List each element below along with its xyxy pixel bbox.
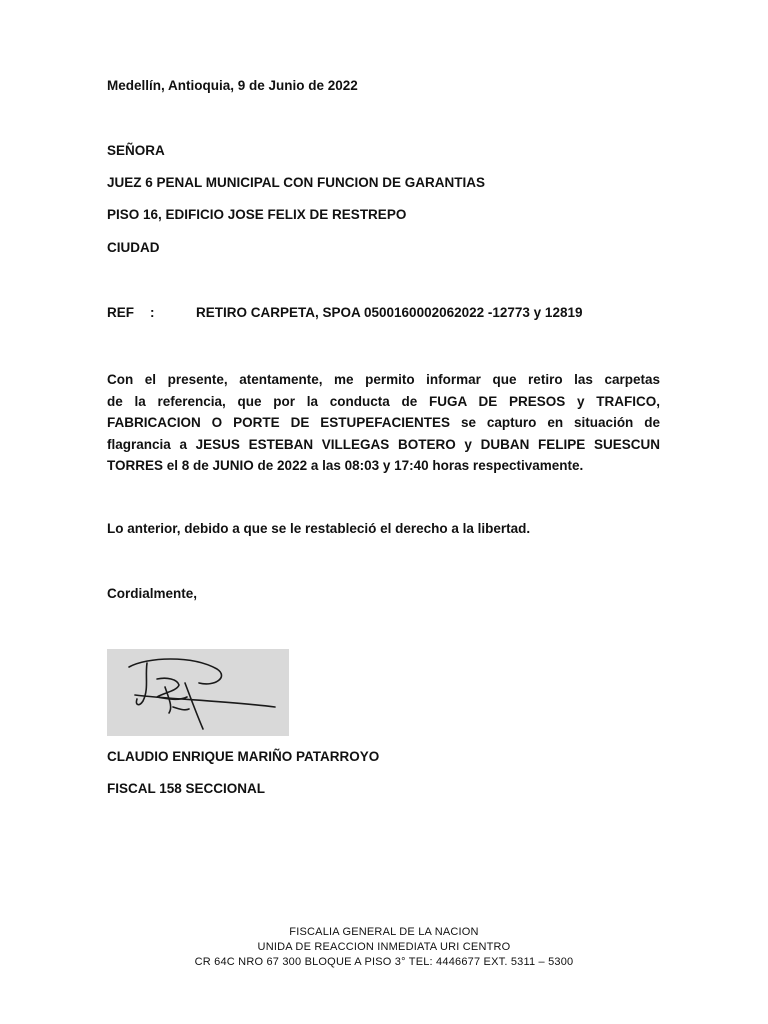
reference-label: REF [107,305,134,320]
closing: Cordialmente, [107,586,198,601]
body-line: de la referencia, que por la conducta de FUGA DE PRESOS y TRAFICO, [107,393,660,409]
reference-text: RETIRO CARPETA, SPOA 0500160002062022 -12773 y 12819 [196,305,583,320]
footer-line-3: CR 64C NRO 67 300 BLOQUE A PISO 3° TEL: 4446677 EXT. 5311 – 5300 [194,956,574,968]
signature-image [107,649,289,736]
signer-name: CLAUDIO ENRIQUE MARIÑO PATARROYO [107,749,380,764]
body-line: TORRES el 8 de JUNIO de 2022 a las 08:03 y 17:40 horas respectivamente. [107,458,584,473]
reference-colon: : [150,305,155,320]
recipient-line-2: PISO 16, EDIFICIO JOSE FELIX DE RESTREPO [107,207,407,222]
footer-line-2: UNIDA DE REACCION INMEDIATA URI CENTRO [257,941,511,953]
recipient-line-1: JUEZ 6 PENAL MUNICIPAL CON FUNCION DE GARANTIAS [107,175,486,190]
body-paragraph [107,369,660,477]
place-date: Medellín, Antioquia, 9 de Junio de 2022 [107,78,358,93]
body-line: FABRICACION O PORTE DE ESTUPEFACIENTES se capturo en situación de [107,415,660,430]
body-line: flagrancia a JESUS ESTEBAN VILLEGAS BOTERO y DUBAN FELIPE SUESCUN [107,436,660,452]
salutation: SEÑORA [107,143,165,158]
footer-line-1: FISCALIA GENERAL DE LA NACION [289,926,479,938]
recipient-line-3: CIUDAD [107,240,160,255]
signature-scribble [107,649,289,736]
closing-statement: Lo anterior, debido a que se le restableció el derecho a la libertad. [107,521,531,536]
signer-title: FISCAL 158 SECCIONAL [107,781,266,796]
body-line: Con el presente, atentamente, me permito informar que retiro las carpetas [107,372,660,387]
